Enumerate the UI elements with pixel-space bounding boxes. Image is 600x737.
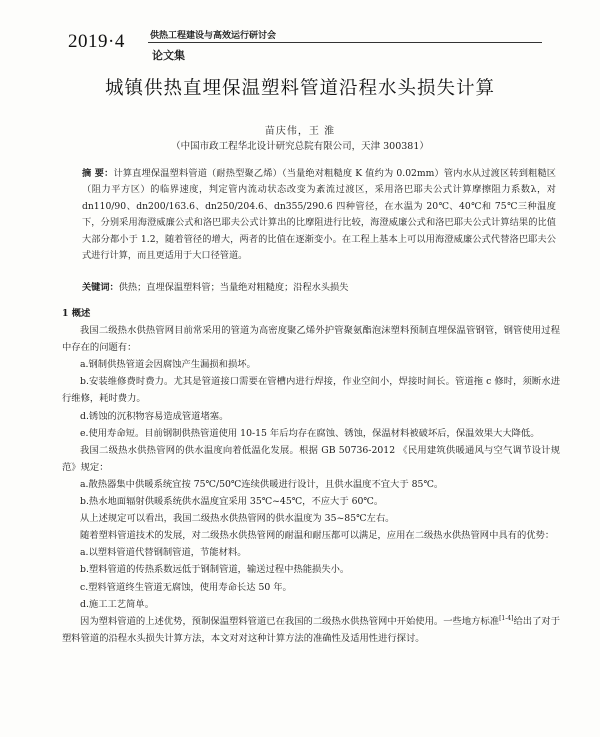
- list-item: b.塑料管道的传热系数远低于钢制管道，输送过程中热能损失小。: [80, 564, 350, 576]
- keywords-text: 供热；直埋保温塑料管；当量绝对粗糙度；沿程水头损失: [118, 282, 349, 293]
- paragraph: [62, 613, 560, 647]
- list-item: a.散热器集中供暖系统宜按 75℃/50℃连续供暖进行设计，且供水温度不宜大于 85℃。: [80, 478, 444, 490]
- paper-title: 城镇供热直埋保温塑料管道沿程水头损失计算: [104, 78, 495, 99]
- list-item: c.塑料管道终生管道无腐蚀，使用寿命长达 50 年。: [80, 581, 292, 593]
- conference-name: 供热工程建设与高效运行研讨会: [150, 31, 277, 41]
- keywords: [82, 279, 556, 293]
- citation: [1-4]: [499, 614, 514, 622]
- body-text: [62, 305, 560, 647]
- list-item: a.钢制供热管道会因腐蚀产生漏损和损坏。: [80, 359, 256, 371]
- header-rule: [148, 42, 542, 43]
- section-heading: 1 概述: [62, 308, 91, 319]
- paragraph: 随着塑料管道技术的发展，对二级热水供热管网的耐温和耐压都可以满足，应用在二级热水供热管网中具有的优势：: [80, 530, 555, 542]
- issue-number: 2019·4: [68, 31, 125, 52]
- paragraph: 从上述规定可以看出，我国二级热水供热管网的供水温度为 35~85℃左右。: [80, 513, 395, 525]
- abstract-text: 计算直埋保温塑料管道（耐热型聚乙烯）（当量绝对粗糙度 K 值约为 0.02mm）管内水从过渡区转到粗糙区（阻力平方区）的临界速度，判定管内流动状态改变为紊流过渡区，采用洛巴耶夫公式计算摩擦阻力系数λ，对 dn110/90、dn200/163.6、dn250/204.6、dn355/290.6 四种管径，在水温为 20℃、40℃和 75℃三种温度下，分别采用海澄威廉公式和洛巴耶夫公式计算出的比摩阻进行比较，海澄威廉公式和洛巴耶夫公式计算结果的比值大部分都小于 1.2，随着管径的增大，两者的比值在逐渐变小。在工程上基本上可以用海澄威廉公式代替洛巴耶夫公式进行计算，而且更适用于大口径管道。: [82, 168, 556, 262]
- paragraph-part: 给出了对于塑料管道的沿程水头损失计算方法，本文对对这种计算方法的准确性及适用性进行探讨。: [62, 615, 560, 644]
- abstract: [82, 166, 556, 264]
- keywords-label: 关键词：: [82, 282, 119, 293]
- list-item: b.安装维修费时费力。尤其是管道接口需要在管槽内进行焊接，作业空间小，焊接时间长。管道拖 c 修时，须断水进行维修，耗时费力。: [62, 376, 560, 405]
- list-item: a.以塑料管道代替钢制管道，节能材料。: [80, 547, 247, 559]
- abstract-label: 摘 要：: [82, 168, 114, 179]
- section-label: 论文集: [152, 49, 185, 62]
- authors: 苗庆伟，王 淮: [264, 126, 336, 137]
- affiliation: （中国市政工程华北设计研究总院有限公司，天津 300381）: [171, 141, 429, 152]
- paragraph-part: 因为塑料管道的上述优势，预制保温塑料管道已在我国的二级热水供热管网中开始使用。一些地方标准: [80, 615, 500, 627]
- list-item: b.热水地面辐射供暖系统供水温度宜采用 35℃~45℃，不应大于 60℃。: [80, 496, 384, 508]
- paragraph: 我国二级热水供热管网目前常采用的管道为高密度聚乙烯外护管聚氨酯泡沫塑料预制直埋保温管钢管，钢管使用过程中存在的问题有：: [62, 325, 560, 354]
- list-item: d.施工工艺简单。: [80, 598, 154, 610]
- list-item: d.锈蚀的沉积物容易造成管道堵塞。: [80, 410, 229, 422]
- paragraph: 我国二级热水供热管网的供水温度向着低温化发展。根据 GB 50736-2012 《民用建筑供暖通风与空气调节设计规范》规定：: [62, 444, 560, 473]
- list-item: e.使用寿命短。目前钢制供热管道使用 10-15 年后均存在腐蚀、锈蚀，保温材料被破坏后，保温效果大大降低。: [80, 427, 540, 439]
